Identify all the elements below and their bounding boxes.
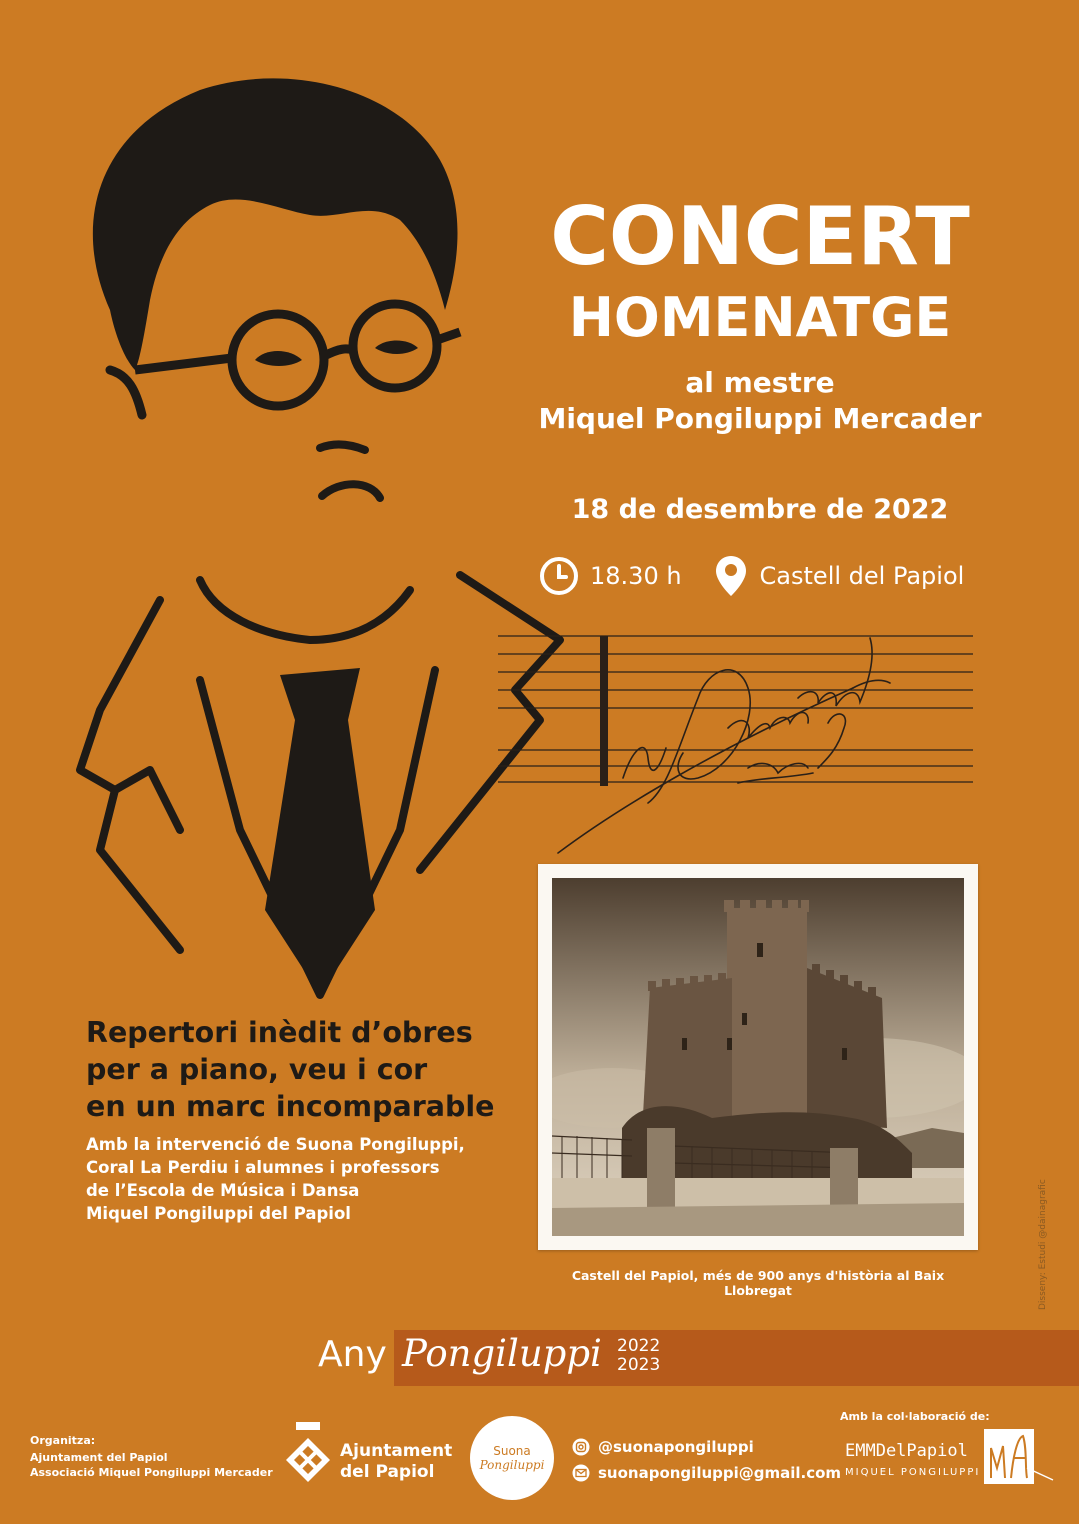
suona-logo-word-2: Pongiluppi <box>479 1458 545 1472</box>
ajuntament-shield-icon <box>282 1420 334 1484</box>
collaboration-label: Amb la col·laboració de: <box>840 1410 990 1423</box>
portrait-eye <box>255 351 302 366</box>
emm-logo-line-1: EMMDelPapiol <box>845 1441 968 1461</box>
ajuntament-line-2: del Papiol <box>340 1462 435 1482</box>
intervention-line-2: Coral La Perdiu i alumnes i professors <box>86 1158 440 1177</box>
any-word: Any <box>318 1334 387 1375</box>
portrait-hair <box>93 78 458 370</box>
intervention-line-4: Miquel Pongiluppi del Papiol <box>86 1204 351 1223</box>
repertoire-line-3: en un marc incomparable <box>86 1090 495 1123</box>
portrait-tie <box>265 668 375 995</box>
location-pin-icon <box>714 554 748 598</box>
instagram-icon <box>572 1438 590 1456</box>
event-time: 18.30 h <box>590 562 682 590</box>
music-staff-signature <box>498 628 978 858</box>
portrait-nose <box>320 444 365 450</box>
email-row[interactable] <box>572 1464 841 1482</box>
suona-logo-word-1: Suona <box>493 1444 531 1458</box>
clock-icon <box>538 555 580 597</box>
email-address[interactable]: suonapongiluppi@gmail.com <box>598 1464 842 1482</box>
repertoire-line-1: Repertori inèdit d’obres <box>86 1016 473 1049</box>
dedication-line-2: Miquel Pongiluppi Mercader <box>538 402 982 435</box>
castle-photo <box>552 878 964 1236</box>
organizer-2: Associació Miquel Pongiluppi Mercader <box>30 1466 273 1479</box>
design-credit: Disseny: Estudi @dainagrafic <box>1038 1179 1048 1310</box>
portrait-ear <box>110 370 142 415</box>
portrait-chin <box>200 580 410 640</box>
organitza-label: Organitza: <box>30 1434 96 1447</box>
concert-title: CONCERT <box>550 190 970 283</box>
instagram-handle[interactable]: @suonapongiluppi <box>598 1438 754 1456</box>
any-name: Pongiluppi <box>402 1332 602 1375</box>
castle-photo-frame <box>538 864 978 1250</box>
organizer-1: Ajuntament del Papiol <box>30 1451 168 1464</box>
emm-logo-line-2: MIQUEL PONGILUPPI <box>845 1467 981 1478</box>
concert-subtitle: HOMENATGE <box>568 286 952 349</box>
year-start: 2022 <box>617 1336 661 1356</box>
intervention-line-1: Amb la intervenció de Suona Pongiluppi, <box>86 1135 465 1154</box>
event-date: 18 de desembre de 2022 <box>571 494 949 525</box>
ajuntament-line-1: Ajuntament <box>340 1441 453 1461</box>
portrait-glasses <box>135 304 460 406</box>
email-icon <box>572 1464 590 1482</box>
instagram-row[interactable] <box>572 1438 754 1456</box>
repertoire-line-2: per a piano, veu i cor <box>86 1053 428 1086</box>
photo-caption: Castell del Papiol, més de 900 anys d'història al Baix Llobregat <box>571 1268 945 1298</box>
intervention-line-3: de l’Escola de Música i Dansa <box>86 1181 360 1200</box>
portrait-mouth <box>322 484 380 498</box>
year-end: 2023 <box>617 1355 661 1375</box>
portrait-eye <box>375 341 418 355</box>
event-venue: Castell del Papiol <box>759 562 965 590</box>
time-venue-row <box>538 554 964 598</box>
dedication-line-1: al mestre <box>685 366 835 399</box>
suona-pongiluppi-logo <box>470 1416 554 1500</box>
emm-mark-icon <box>983 1428 1055 1486</box>
